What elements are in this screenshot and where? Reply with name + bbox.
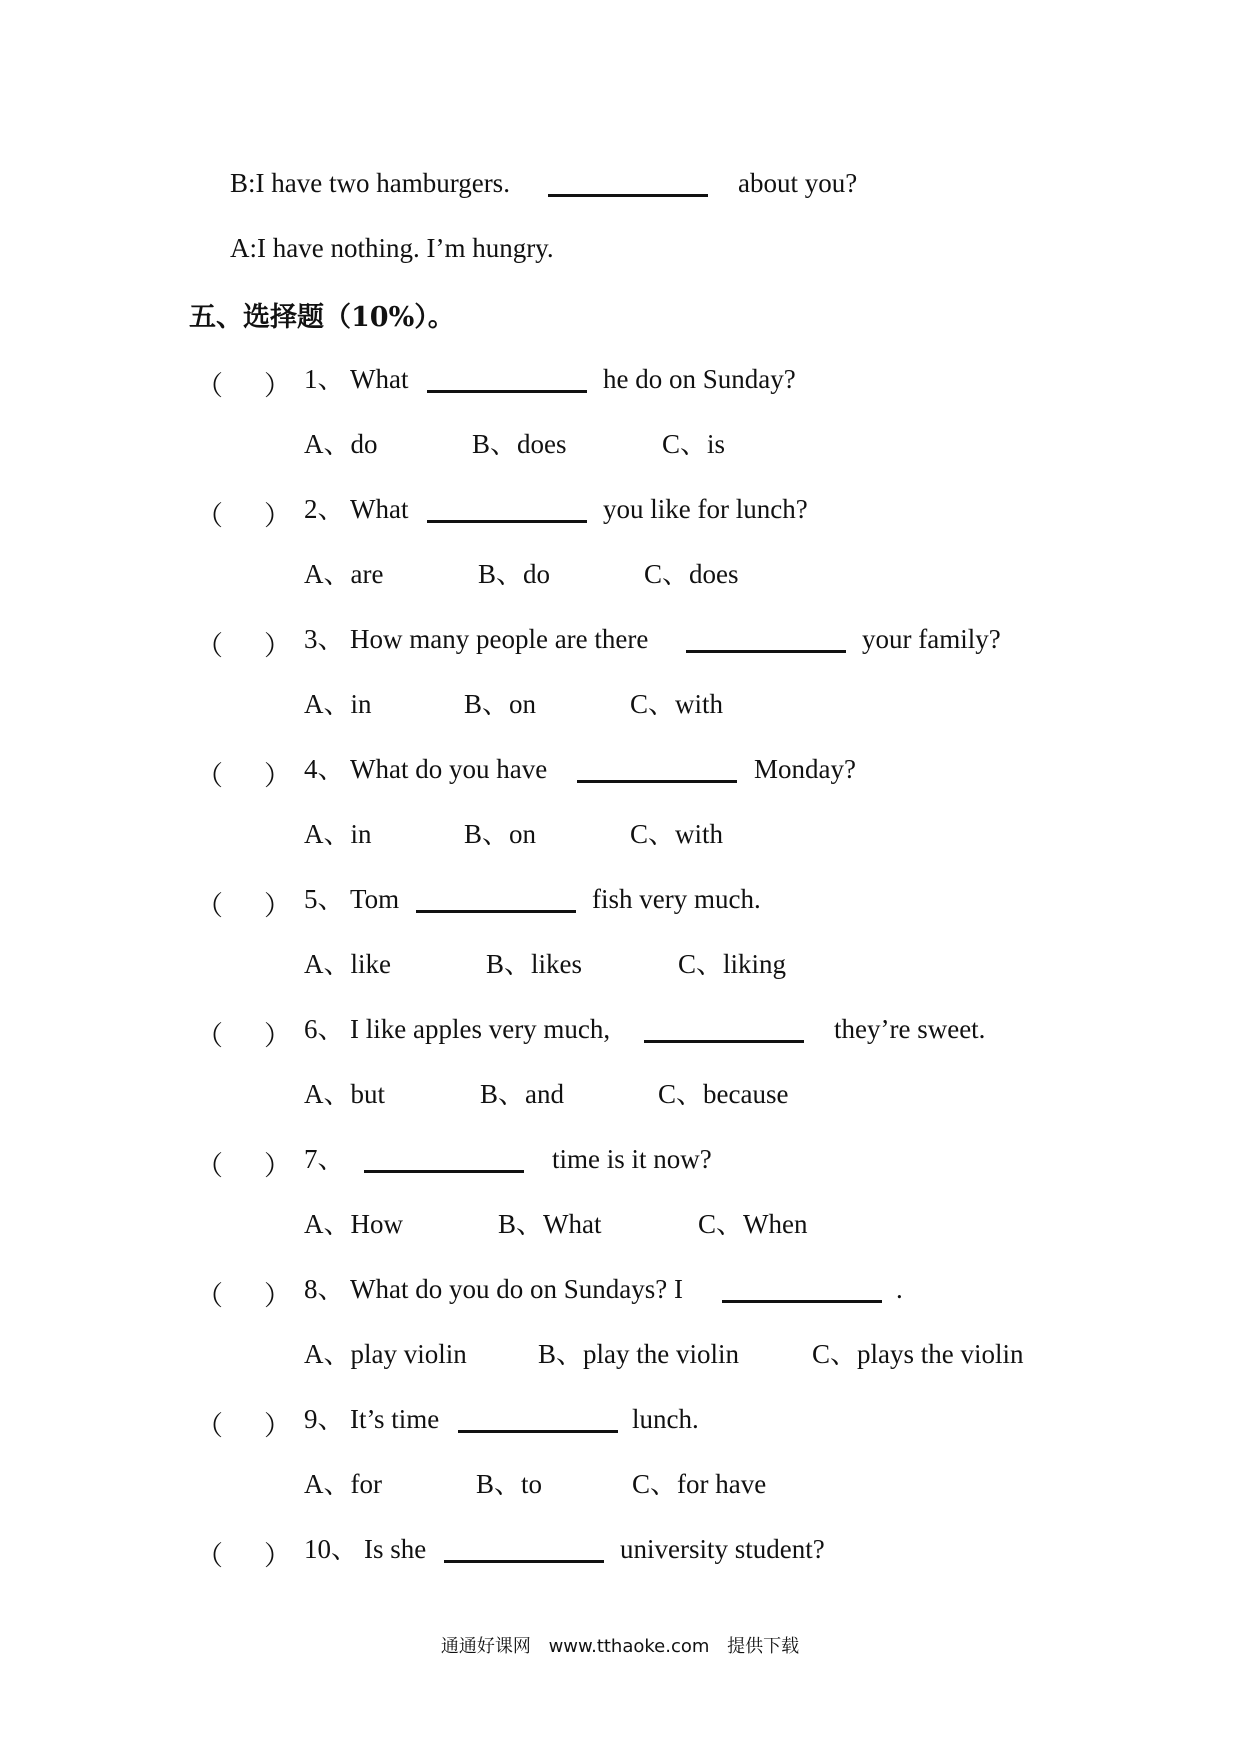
- question-stem-after: lunch.: [632, 1404, 699, 1434]
- dialogue-b-line: B:I have two hamburgers.: [230, 168, 510, 198]
- dialogue-a-line: A:I have nothing. I’m hungry.: [230, 233, 554, 263]
- answer-paren-close: ）: [264, 891, 291, 921]
- answer-paren-open: （: [196, 1411, 223, 1441]
- option-b[interactable]: B、do: [478, 559, 551, 589]
- question-blank[interactable]: [686, 650, 846, 653]
- question-number: 5、: [304, 884, 345, 914]
- dialogue-answer-blank[interactable]: [548, 194, 708, 197]
- answer-paren-close: ）: [264, 1021, 291, 1051]
- question-blank[interactable]: [577, 780, 737, 783]
- question-number: 9、: [304, 1404, 345, 1434]
- answer-paren-open: （: [196, 501, 223, 531]
- question-stem-after: fish very much.: [592, 884, 761, 914]
- answer-paren-open: （: [196, 891, 223, 921]
- option-b[interactable]: B、on: [464, 689, 537, 719]
- question-stem-before: I like apples very much,: [350, 1014, 611, 1044]
- question-stem-before: What: [350, 364, 409, 394]
- question-stem-before: Is she: [364, 1534, 427, 1564]
- answer-paren-close: ）: [264, 1151, 291, 1181]
- option-a[interactable]: A、but: [304, 1079, 385, 1109]
- answer-paren-close: ）: [264, 761, 291, 791]
- dialogue-b-tail: about you?: [738, 168, 858, 198]
- option-a[interactable]: A、How: [304, 1209, 403, 1239]
- question-stem-before: What do you have: [350, 754, 548, 784]
- answer-paren-open: （: [196, 761, 223, 791]
- answer-paren-close: ）: [264, 1411, 291, 1441]
- question-blank[interactable]: [644, 1040, 804, 1043]
- option-b[interactable]: B、likes: [486, 949, 583, 979]
- option-c[interactable]: C、because: [658, 1079, 789, 1109]
- question-stem-after: university student?: [620, 1534, 825, 1564]
- option-c[interactable]: C、for have: [632, 1469, 767, 1499]
- option-b[interactable]: B、play the violin: [538, 1339, 739, 1369]
- option-a[interactable]: A、are: [304, 559, 384, 589]
- question-number: 1、: [304, 364, 345, 394]
- option-c[interactable]: C、is: [662, 429, 726, 459]
- option-c[interactable]: C、plays the violin: [812, 1339, 1024, 1369]
- question-stem-after: you like for lunch?: [603, 494, 808, 524]
- option-b[interactable]: B、on: [464, 819, 537, 849]
- answer-paren-close: ）: [264, 1541, 291, 1571]
- question-stem-after: he do on Sunday?: [603, 364, 796, 394]
- option-b[interactable]: B、and: [480, 1079, 564, 1109]
- question-number: 8、: [304, 1274, 345, 1304]
- question-blank[interactable]: [364, 1170, 524, 1173]
- option-c[interactable]: C、with: [630, 689, 724, 719]
- question-stem-before: How many people are there: [350, 624, 649, 654]
- option-c[interactable]: C、liking: [678, 949, 787, 979]
- question-number: 7、: [304, 1144, 345, 1174]
- option-b[interactable]: B、does: [472, 429, 567, 459]
- answer-paren-close: ）: [264, 1281, 291, 1311]
- question-number: 4、: [304, 754, 345, 784]
- question-number: 6、: [304, 1014, 345, 1044]
- option-c[interactable]: C、does: [644, 559, 739, 589]
- question-stem-before: Tom: [350, 884, 400, 914]
- page-footer: [0, 1632, 1240, 1658]
- question-blank[interactable]: [427, 520, 587, 523]
- option-c[interactable]: C、When: [698, 1209, 808, 1239]
- footer-note: 提供下载: [727, 1636, 800, 1657]
- option-a[interactable]: A、play violin: [304, 1339, 467, 1369]
- question-number: 3、: [304, 624, 345, 654]
- question-number: 10、: [304, 1534, 358, 1564]
- answer-paren-open: （: [196, 371, 223, 401]
- answer-paren-open: （: [196, 631, 223, 661]
- question-stem-after: time is it now?: [552, 1144, 712, 1174]
- answer-paren-open: （: [196, 1021, 223, 1051]
- question-number: 2、: [304, 494, 345, 524]
- answer-paren-close: ）: [264, 501, 291, 531]
- section-title: 五、选择题（10%）。: [189, 302, 455, 333]
- question-stem-before: What do you do on Sundays? I: [350, 1274, 683, 1304]
- question-blank[interactable]: [444, 1560, 604, 1563]
- answer-paren-close: ）: [264, 371, 291, 401]
- question-stem-before: It’s time: [350, 1404, 440, 1434]
- answer-paren-open: （: [196, 1151, 223, 1181]
- option-a[interactable]: A、like: [304, 949, 391, 979]
- question-blank[interactable]: [458, 1430, 618, 1433]
- question-stem-after: they’re sweet.: [834, 1014, 986, 1044]
- question-stem-after: your family?: [862, 624, 1001, 654]
- answer-paren-open: （: [196, 1541, 223, 1571]
- option-b[interactable]: B、What: [498, 1209, 602, 1239]
- option-a[interactable]: A、for: [304, 1469, 382, 1499]
- question-stem-before: What: [350, 494, 409, 524]
- answer-paren-close: ）: [264, 631, 291, 661]
- option-c[interactable]: C、with: [630, 819, 724, 849]
- footer-url[interactable]: www.tthaoke.com: [548, 1636, 710, 1657]
- question-blank[interactable]: [427, 390, 587, 393]
- option-b[interactable]: B、to: [476, 1469, 543, 1499]
- option-a[interactable]: A、in: [304, 689, 372, 719]
- answer-paren-open: （: [196, 1281, 223, 1311]
- footer-site-name: 通通好课网: [440, 1636, 531, 1657]
- option-a[interactable]: A、do: [304, 429, 378, 459]
- question-stem-after: .: [896, 1274, 903, 1304]
- option-a[interactable]: A、in: [304, 819, 372, 849]
- question-blank[interactable]: [722, 1300, 882, 1303]
- question-blank[interactable]: [416, 910, 576, 913]
- question-stem-after: Monday?: [754, 754, 856, 784]
